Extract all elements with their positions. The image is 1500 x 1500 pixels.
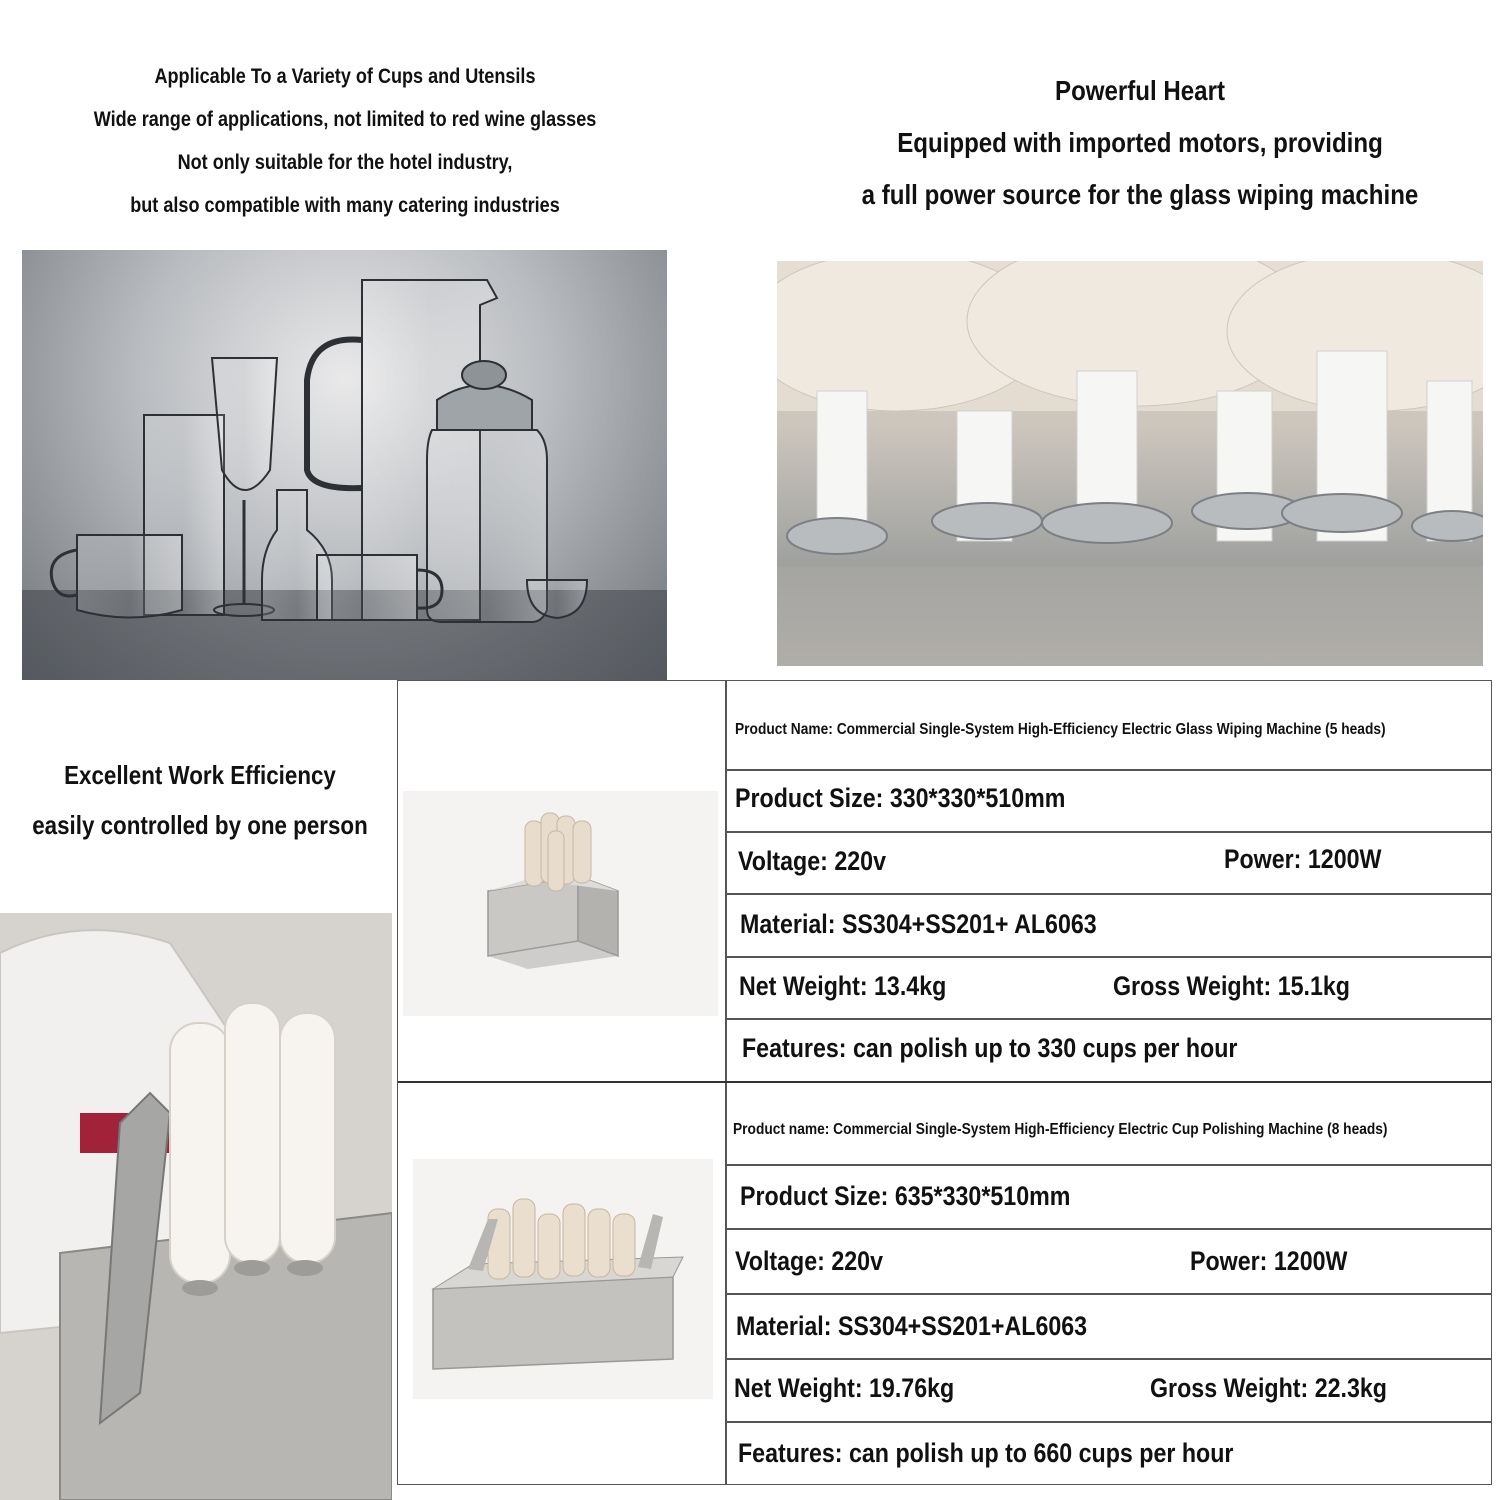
product-2-net-weight: Net Weight: 19.76kg bbox=[734, 1373, 955, 1403]
utensils-description bbox=[0, 55, 690, 227]
product-1-size: Product Size: 330*330*510mm bbox=[735, 783, 1066, 813]
motor-description bbox=[780, 65, 1500, 221]
operator-photo bbox=[0, 913, 392, 1500]
efficiency-description bbox=[0, 750, 400, 850]
motor-line-3: a full power source for the glass wiping machine bbox=[861, 179, 1419, 210]
product-1-net-weight: Net Weight: 13.4kg bbox=[739, 971, 947, 1001]
product-1-material: Material: SS304+SS201+ AL6063 bbox=[740, 909, 1097, 939]
motor-line-2: Equipped with imported motors, providing bbox=[897, 127, 1383, 158]
brush-motor-photo bbox=[777, 261, 1483, 666]
utensils-line-2: Wide range of applications, not limited to red wine glasses bbox=[93, 108, 597, 131]
product-1-power: Power: 1200W bbox=[1224, 844, 1382, 874]
column-divider bbox=[725, 681, 727, 1484]
product-1-voltage: Voltage: 220v bbox=[738, 846, 886, 876]
product-5-heads-image bbox=[403, 791, 718, 1016]
product-2-voltage: Voltage: 220v bbox=[735, 1246, 883, 1276]
utensils-line-4: but also compatible with many catering industries bbox=[130, 194, 560, 217]
glassware-photo bbox=[22, 250, 667, 680]
product-1-features: Features: can polish up to 330 cups per hour bbox=[742, 1033, 1238, 1063]
product-8-heads-image bbox=[413, 1159, 713, 1399]
product-2-material: Material: SS304+SS201+AL6063 bbox=[736, 1311, 1088, 1341]
product-1-gross-weight: Gross Weight: 15.1kg bbox=[1113, 971, 1350, 1001]
efficiency-subtitle: easily controlled by one person bbox=[32, 810, 368, 840]
product-2-power: Power: 1200W bbox=[1190, 1246, 1348, 1276]
product-2-features: Features: can polish up to 660 cups per hour bbox=[738, 1438, 1234, 1468]
product-2-name: Product name: Commercial Single-System High-Efficiency Electric Cup Polishing Machine (8 heads) bbox=[733, 1121, 1388, 1138]
motor-title: Powerful Heart bbox=[1055, 75, 1225, 106]
utensils-title: Applicable To a Variety of Cups and Utensils bbox=[154, 65, 536, 88]
utensils-line-3: Not only suitable for the hotel industry, bbox=[177, 151, 513, 174]
product-2-size: Product Size: 635*330*510mm bbox=[740, 1181, 1071, 1211]
spec-table bbox=[397, 680, 1492, 1485]
product-1-name: Product Name: Commercial Single-System High-Efficiency Electric Glass Wiping Machine (5 heads) bbox=[735, 721, 1386, 738]
product-2-gross-weight: Gross Weight: 22.3kg bbox=[1150, 1373, 1387, 1403]
efficiency-title: Excellent Work Efficiency bbox=[64, 760, 336, 790]
product-divider bbox=[398, 1081, 1491, 1083]
